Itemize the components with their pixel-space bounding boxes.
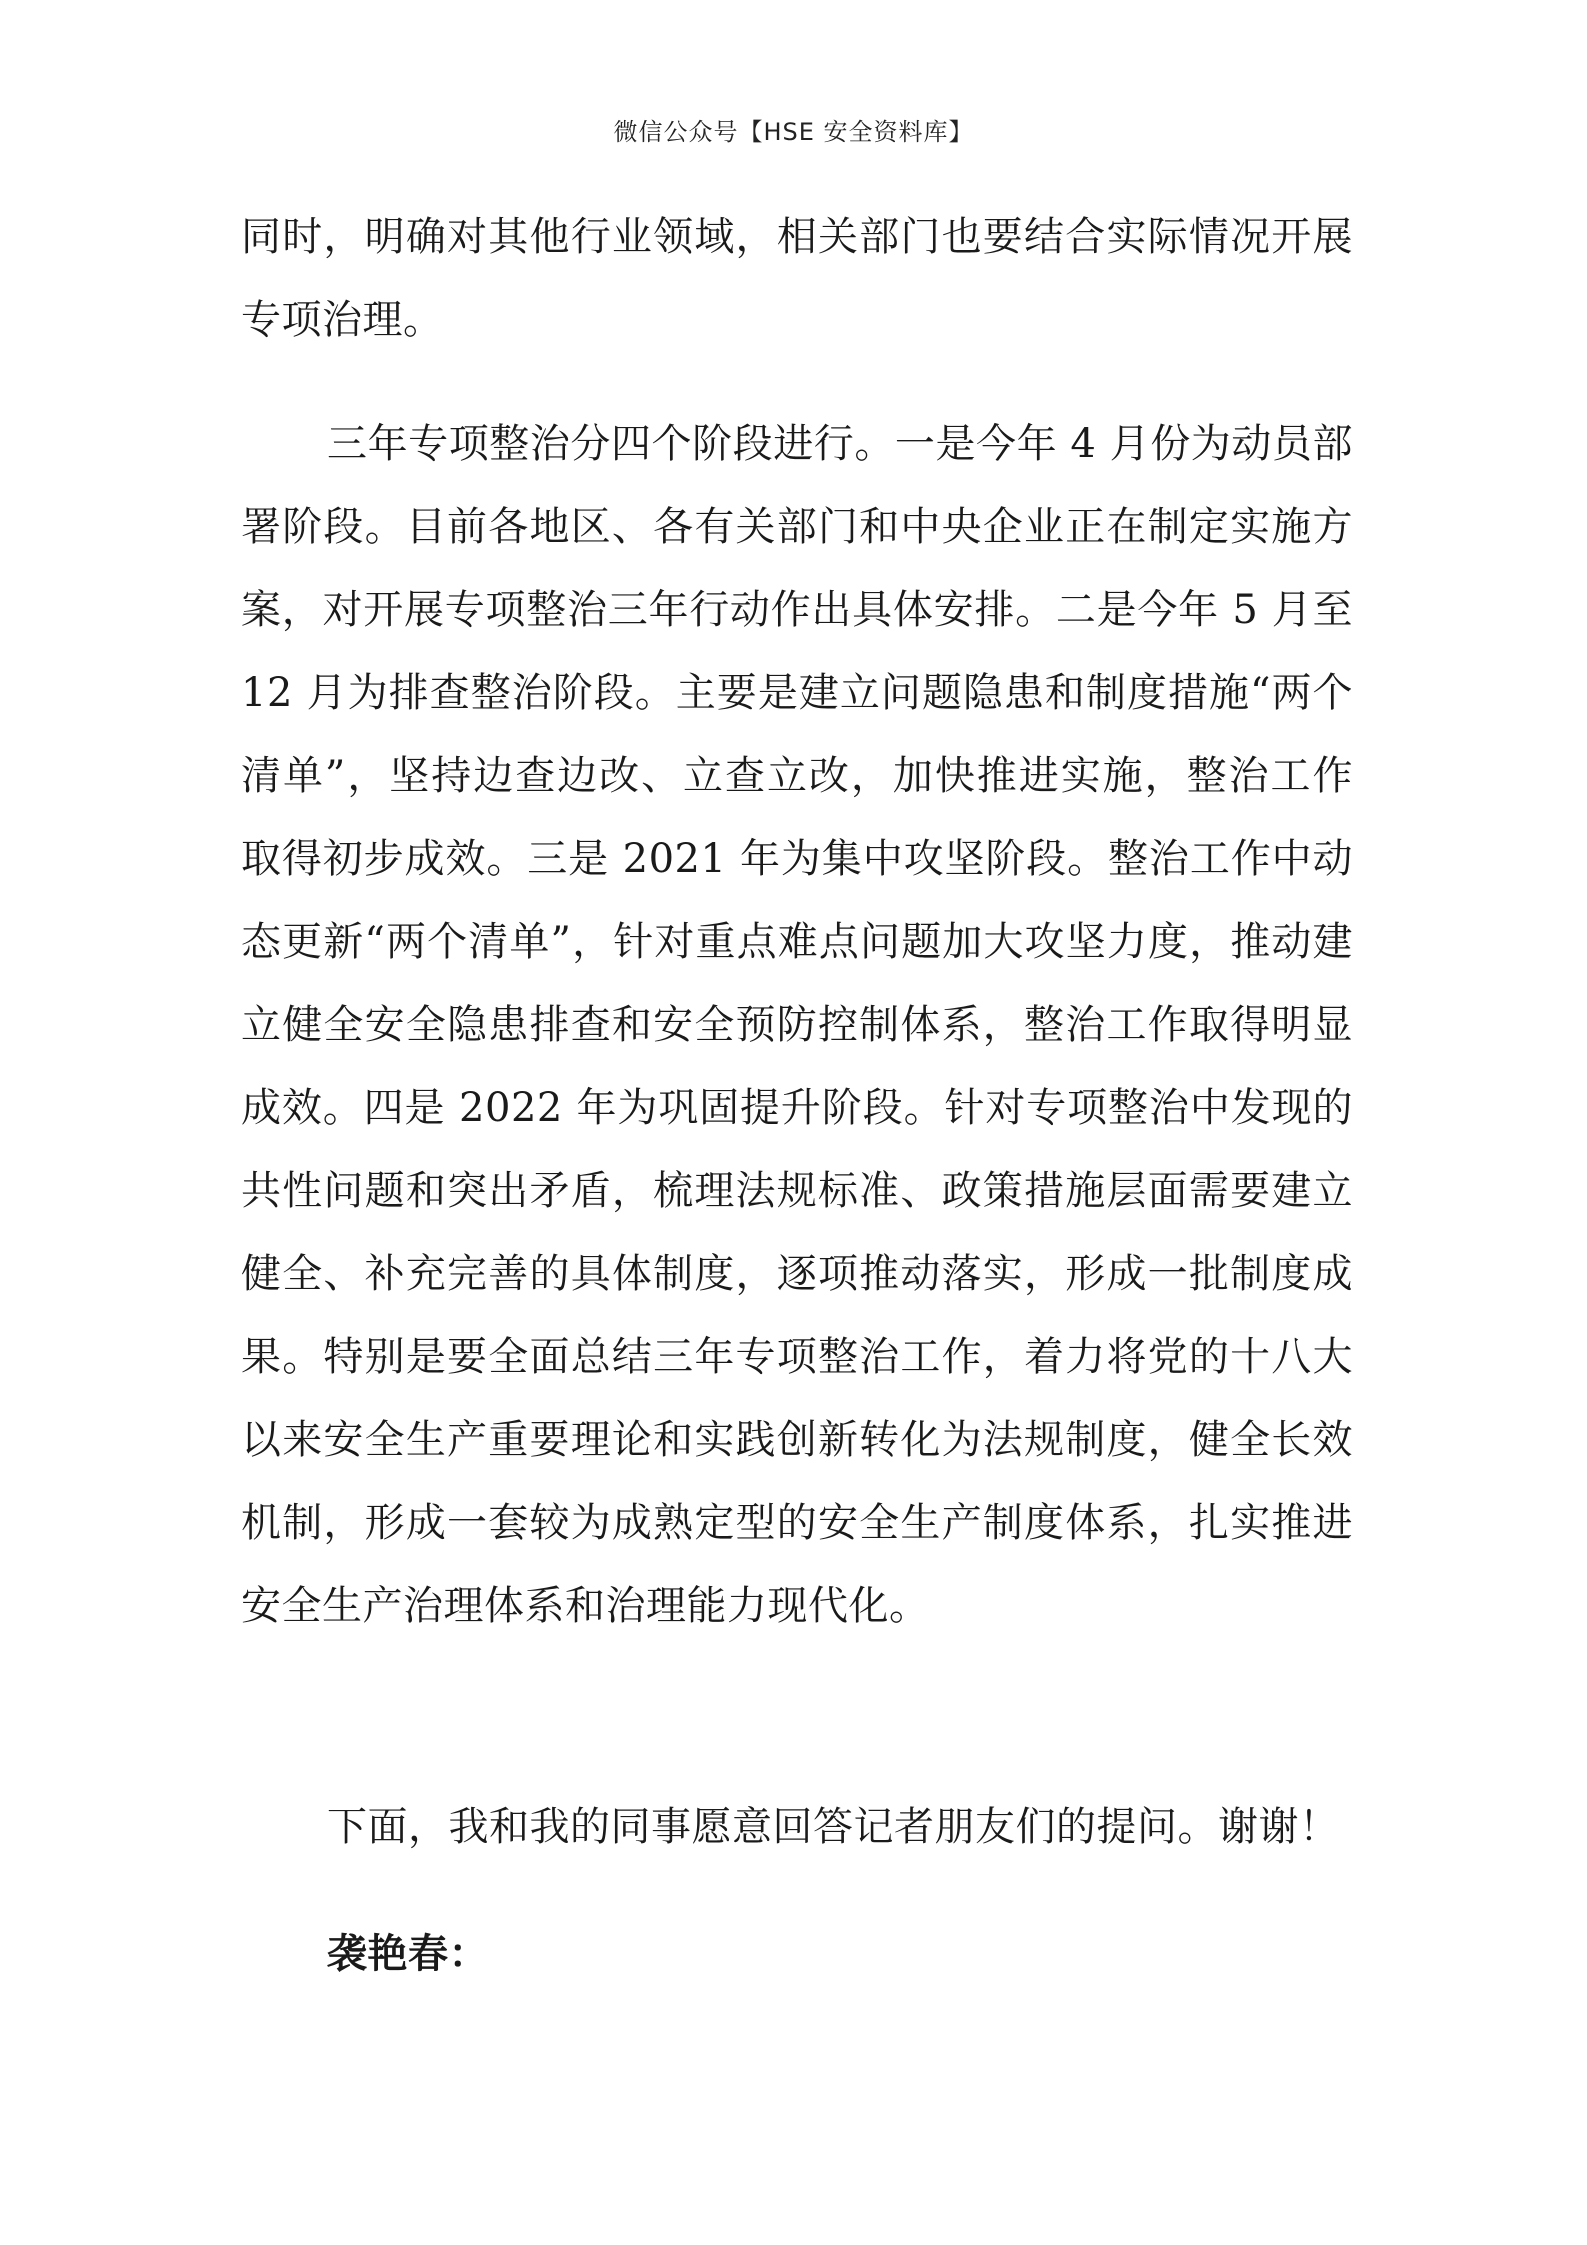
page-header-source: 微信公众号【HSE 安全资料库】 [613,118,974,146]
speaker-name: 袭艳春： [327,1930,489,1977]
paragraph-3-text: 下面，我和我的同事愿意回答记者朋友们的提问。谢谢！ [327,1804,1340,1850]
paragraph-2-text: 三年专项整治分四个阶段进行。一是今年 4 月份为动员部署阶段。目前各地区、各有关部门和中央企业正在制定实施方案，对开展专项整治三年行动作出具体安排。二是今年 5 月至 12 月为排查整治阶段。主要是建立问题隐患和制度措施“两个清单”，坚持边查边改、立查立改，加快推进实施，整治工作取得初步成效。三是 2021 年为集中攻坚阶段。整治工作中动态更新“两个清单”，针对重点难点问题加大攻坚力度，推动建立健全安全隐患排查和安全预防控制体系，整治工作取得明显成效。四是 2022 年为巩固提升阶段。针对专项整治中发现的共性问题和突出矛盾，梳理法规标准、政策措施层面需要建立健全、补充完善的具体制度，逐项推动落实，形成一批制度成果。特别是要全面总结三年专项整治工作，着力将党的十八大以来安全生产重要理论和实践创新转化为法规制度，健全长效机制，形成一套较为成熟定型的安全生产制度体系，扎实推进安全生产治理体系和治理能力现代化。 [241,421,1353,1629]
paragraph-2 [241,403,1353,1648]
speaker-label [241,1912,1353,1995]
paragraph-1-text: 同时，明确对其他行业领域，相关部门也要结合实际情况开展专项治理。 [241,214,1353,343]
paragraph-3 [241,1786,1353,1869]
paragraph-1 [241,196,1353,362]
